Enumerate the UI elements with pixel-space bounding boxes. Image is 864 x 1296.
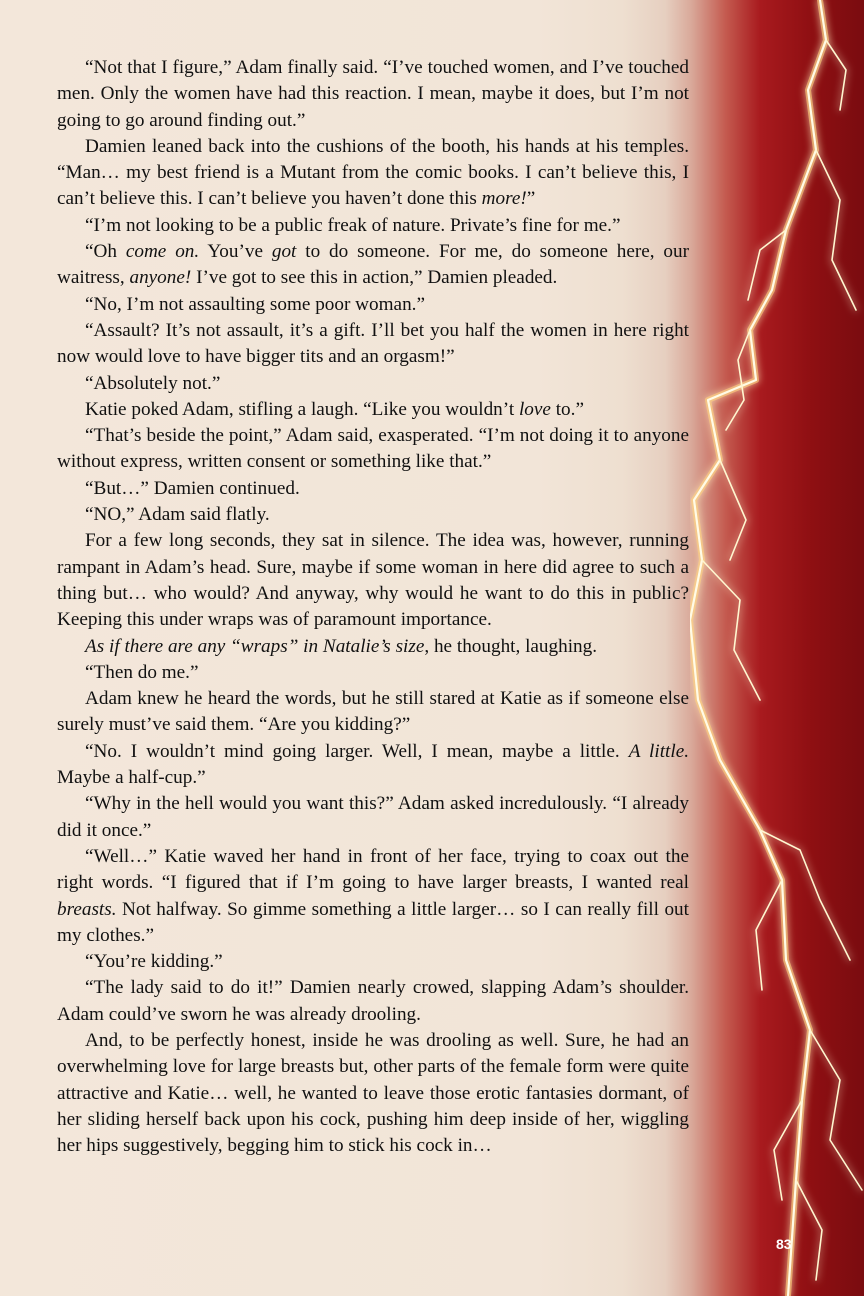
italic-text: more!	[481, 188, 527, 210]
paragraph	[57, 55, 689, 134]
text-run: Adam knew he heard the words, but he still stared at Katie as if someone else surely must’ve said them. “Are you kidding?”	[57, 688, 689, 736]
text-run: “The lady said to do it!” Damien nearly crowed, slapping Adam’s shoulder. Adam could’ve sworn he was already drooling.	[57, 977, 689, 1025]
paragraph	[57, 423, 689, 476]
text-run: “Not that I figure,” Adam finally said. “I’ve touched women, and I’ve touched men. Only the women have had this reaction. I mean, maybe it does, but I’m not going to go around finding out.”	[57, 57, 689, 131]
italic-text: anyone!	[129, 267, 192, 289]
paragraph	[57, 1028, 689, 1159]
text-run: “Then do me.”	[85, 661, 199, 683]
text-run: For a few long seconds, they sat in silence. The idea was, however, running rampant in Adam’s head. Sure, maybe if some woman in here did agree to such a thing but… who would? And anyway, why would he want to do this in public? Keeping this under wraps was of paramount importance.	[57, 530, 689, 631]
paragraph	[57, 371, 689, 397]
text-run: And, to be perfectly honest, inside he was drooling as well. Sure, he had an overwhelming love for large breasts but, other parts of the female form were quite attractive and Katie… well, he wanted to leave those erotic fantasies dormant, of her sliding herself back upon his cock, pushing him deep inside of her, wiggling her hips suggestively, begging him to stick his cock in…	[57, 1029, 689, 1157]
paragraph	[57, 397, 689, 423]
text-run: “Absolutely not.”	[85, 372, 221, 394]
text-run: “Assault? It’s not assault, it’s a gift. I’ll bet you half the women in here right now would love to have bigger tits and an orgasm!”	[57, 319, 689, 368]
paragraph	[57, 502, 689, 528]
text-run: You’ve	[199, 241, 272, 263]
text-run: Damien leaned back into the cushions of the booth, his hands at his temples. “Man… my best friend is a Mutant from the comic books. I can’t believe this, I can’t believe this. I can’t believe you haven’t done this	[57, 135, 689, 210]
text-run: Katie poked Adam, stifling a laugh. “Like you wouldn’t	[85, 398, 519, 420]
italic-text: love	[518, 398, 551, 420]
text-run: “Why in the hell would you want this?” Adam asked incredulously. “I already did it once.”	[57, 793, 689, 841]
paragraph	[57, 528, 689, 633]
paragraph	[57, 476, 689, 502]
lightning-main-bolt	[690, 0, 826, 1296]
page-number: 83	[776, 1236, 792, 1252]
paragraph	[57, 791, 689, 844]
text-run: “That’s beside the point,” Adam said, exasperated. “I’m not doing it to anyone without express, written consent or something like that.”	[57, 425, 689, 473]
italic-text: As if there are any “wraps” in Natalie’s size	[85, 635, 425, 657]
text-run: “Well…” Katie waved her hand in front of her face, trying to coax out the right words. “I figured that if I’m going to have larger breasts, I wanted real	[57, 845, 689, 894]
text-run: “No. I wouldn’t mind going larger. Well, I mean, maybe a little.	[85, 740, 629, 762]
paragraph	[57, 292, 689, 318]
paragraph	[57, 686, 689, 739]
text-run: “NO,” Adam said flatly.	[85, 504, 270, 526]
text-run: I’ve got to see this in action,” Damien pleaded.	[191, 267, 558, 289]
italic-text: A little.	[628, 740, 690, 762]
story-text	[57, 55, 689, 1159]
text-run: “Oh	[85, 241, 126, 263]
paragraph	[57, 239, 689, 292]
paragraph	[57, 660, 689, 686]
text-run: Not halfway. So gimme something a little larger… so I can really fill out my clothes.”	[57, 898, 689, 946]
italic-text: got	[271, 241, 297, 263]
paragraph	[57, 844, 689, 949]
paragraph	[57, 739, 689, 792]
text-run: ”	[526, 188, 536, 210]
lightning-branches	[702, 40, 862, 1280]
paragraph	[57, 213, 689, 239]
text-run: “But…” Damien continued.	[85, 477, 300, 499]
italic-text: come on.	[125, 241, 200, 263]
paragraph	[57, 318, 689, 371]
text-run: “No, I’m not assaulting some poor woman.”	[85, 293, 425, 315]
paragraph	[57, 634, 689, 660]
italic-text: breasts.	[57, 898, 117, 920]
text-run: Maybe a half-cup.”	[57, 767, 206, 789]
text-run: to.”	[550, 398, 584, 420]
text-run: , he thought, laughing.	[424, 635, 598, 657]
lightning-bolt-illustration	[690, 0, 864, 1296]
paragraph	[57, 949, 689, 975]
text-run: to do someone. For me, do someone here, our waitress,	[57, 241, 689, 289]
text-run: “You’re kidding.”	[85, 951, 223, 973]
text-run: “I’m not looking to be a public freak of nature. Private’s fine for me.”	[85, 214, 621, 236]
paragraph	[57, 975, 689, 1028]
paragraph	[57, 134, 689, 213]
